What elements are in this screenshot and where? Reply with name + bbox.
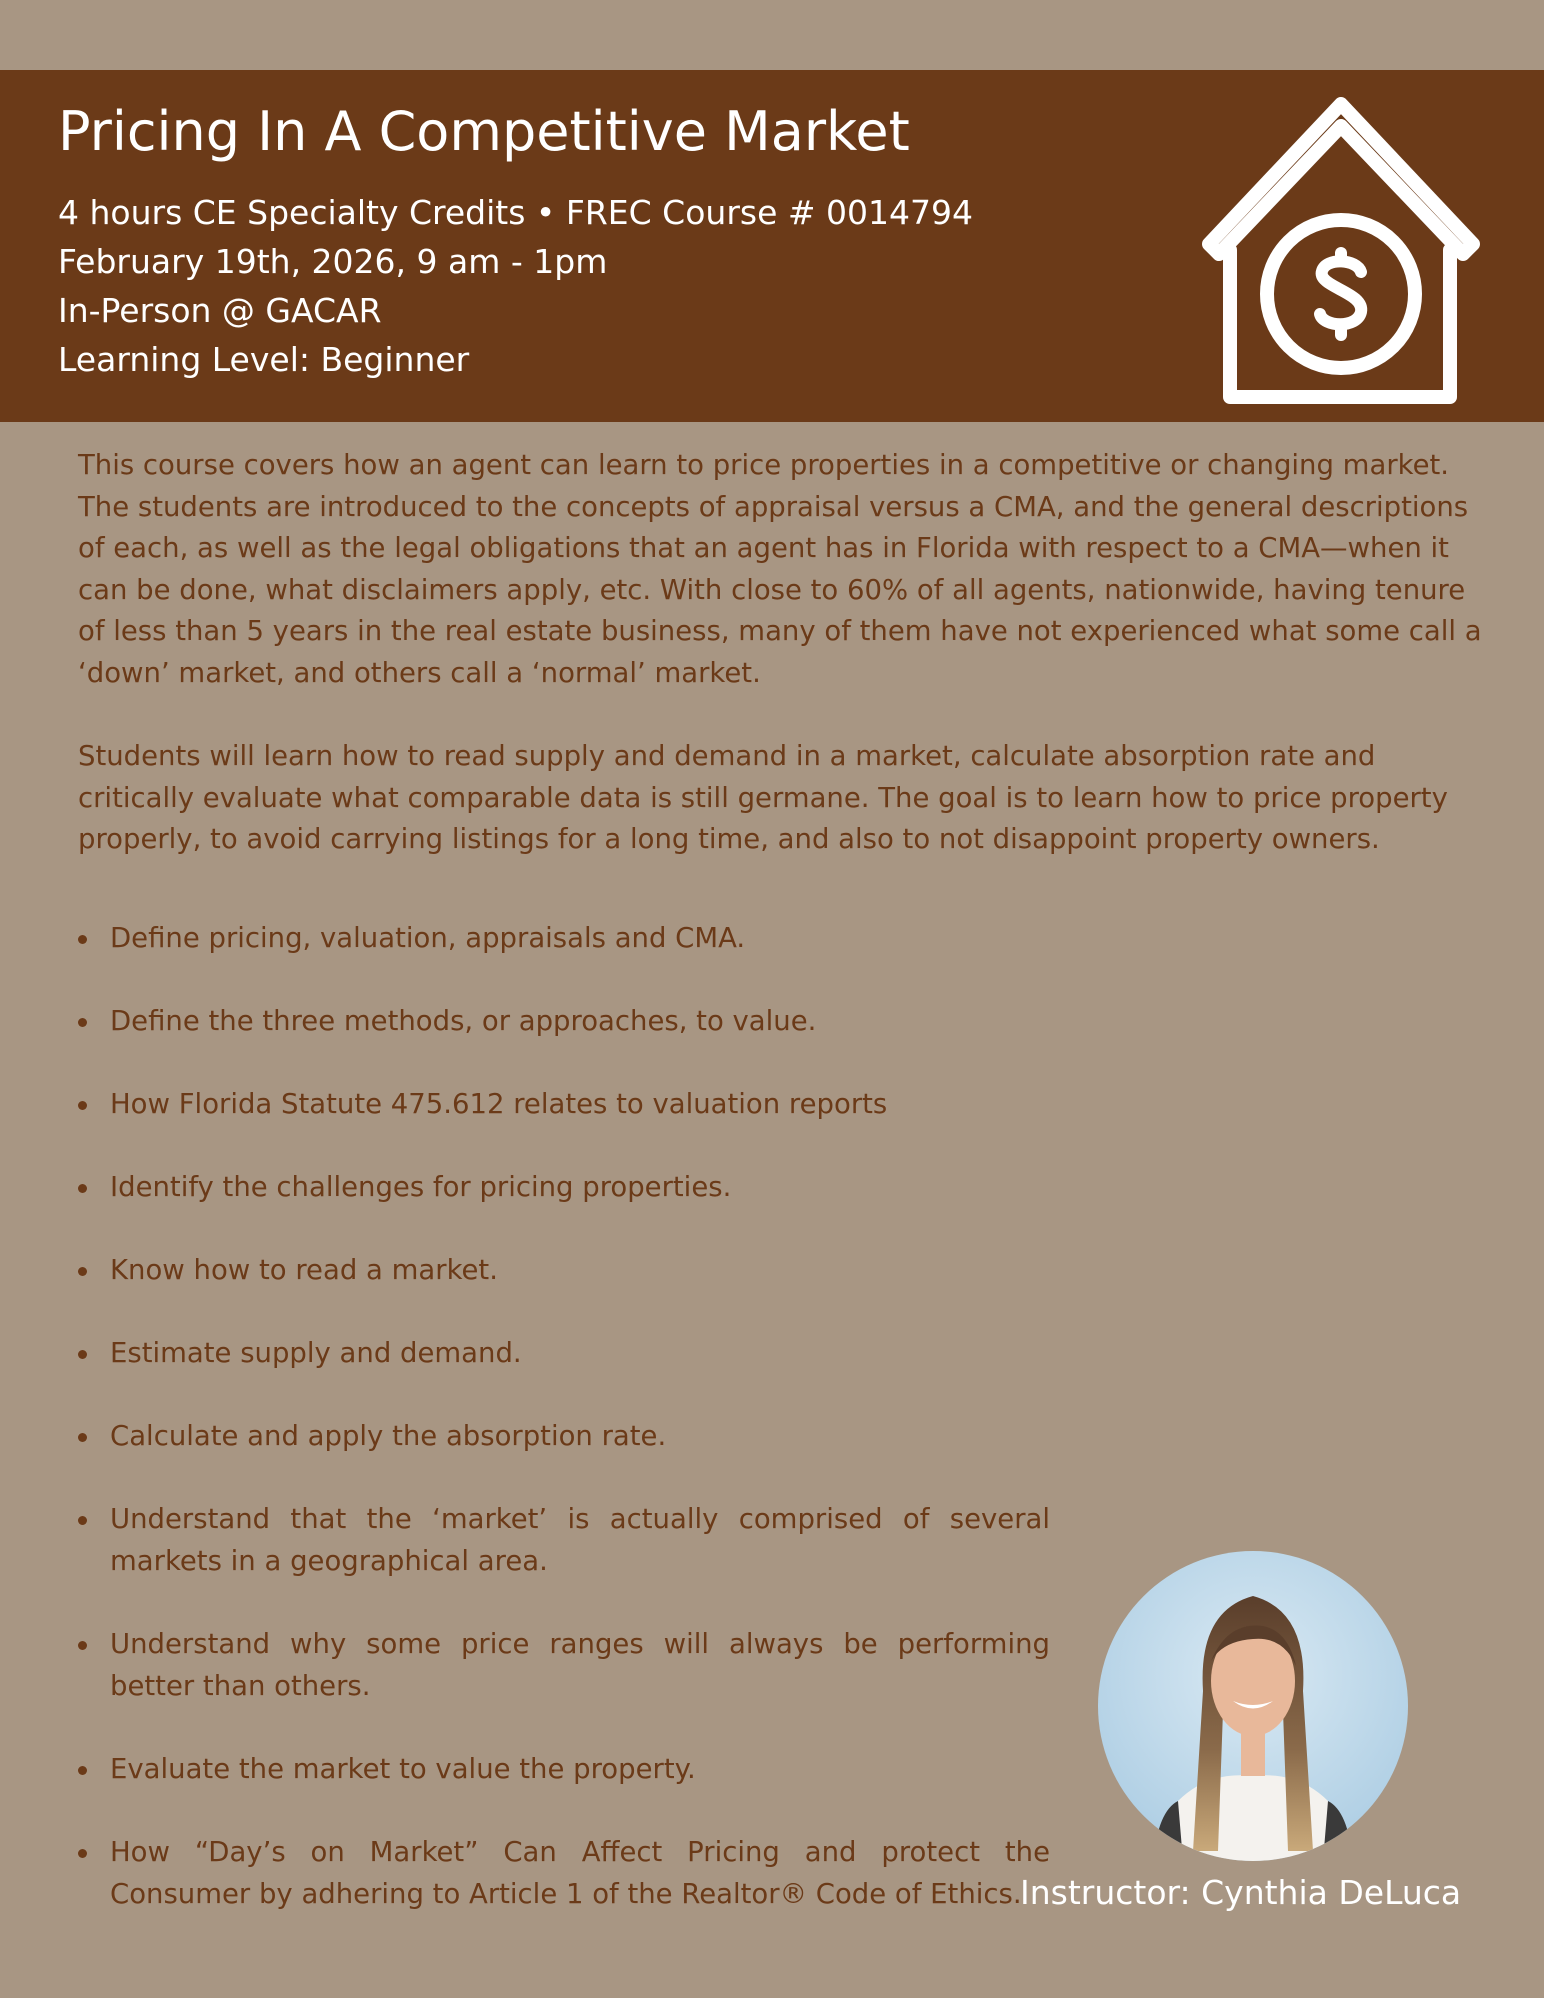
list-item: How “Day’s on Market” Can Affect Pricing and protect the Consumer by adhering to Article 1 of the Realtor® Code of Ethics. (78, 1832, 1050, 1915)
list-item: Estimate supply and demand. (78, 1333, 522, 1375)
course-title: Pricing In A Competitive Market (58, 100, 910, 163)
bullet-icon (78, 935, 87, 944)
bullet-icon (78, 1267, 87, 1276)
bullet-icon (78, 1184, 87, 1193)
instructor-photo (1098, 1551, 1408, 1861)
course-credits: 4 hours CE Specialty Credits • FREC Course # 0014794 (58, 193, 973, 232)
list-item: Understand that the ‘market’ is actually comprised of several markets in a geographical area. (78, 1499, 1050, 1582)
bullet-icon (78, 1516, 87, 1525)
bullet-icon (78, 1849, 87, 1858)
list-item: Know how to read a market. (78, 1250, 498, 1292)
course-goals: Students will learn how to read supply and demand in a market, calculate absorption rate and critically evaluate what comparable data is still germane. The goal is to learn how to price property properly, to avoid carrying listings for a long time, and also to not disappoint property owners. (78, 740, 1448, 855)
list-item: Identify the challenges for pricing properties. (78, 1167, 731, 1209)
list-item: Define the three methods, or approaches, to value. (78, 1001, 816, 1043)
bullet-icon (78, 1433, 87, 1442)
bullet-icon (78, 1350, 87, 1359)
list-item: Evaluate the market to value the property. (78, 1749, 696, 1791)
house-dollar-icon (1195, 85, 1487, 405)
course-location: In-Person @ GACAR (58, 291, 382, 330)
bullet-icon (78, 1641, 87, 1650)
instructor-name: Instructor: Cynthia DeLuca (1020, 1873, 1462, 1912)
bullet-icon (78, 1018, 87, 1027)
learning-level: Learning Level: Beginner (58, 340, 470, 379)
bullet-icon (78, 1766, 87, 1775)
list-item: Calculate and apply the absorption rate. (78, 1416, 666, 1458)
bullet-icon (78, 1101, 87, 1110)
list-item: How Florida Statute 475.612 relates to valuation reports (78, 1084, 887, 1126)
course-date: February 19th, 2026, 9 am - 1pm (58, 242, 608, 281)
course-description: This course covers how an agent can learn to price properties in a competitive or changing market. The students are introduced to the concepts of appraisal versus a CMA, and the general descriptions of each, as well as the legal obligations that an agent has in Florida with respect to a CMA—when it can be done, what disclaimers apply, etc. With close to 60% of all agents, nationwide, having tenure of less than 5 years in the real estate business, many of them have not experienced what some call a ‘down’ market, and others call a ‘normal’ market. (78, 449, 1482, 689)
list-item: Define pricing, valuation, appraisals and CMA. (78, 918, 745, 960)
list-item: Understand why some price ranges will always be performing better than others. (78, 1624, 1050, 1707)
